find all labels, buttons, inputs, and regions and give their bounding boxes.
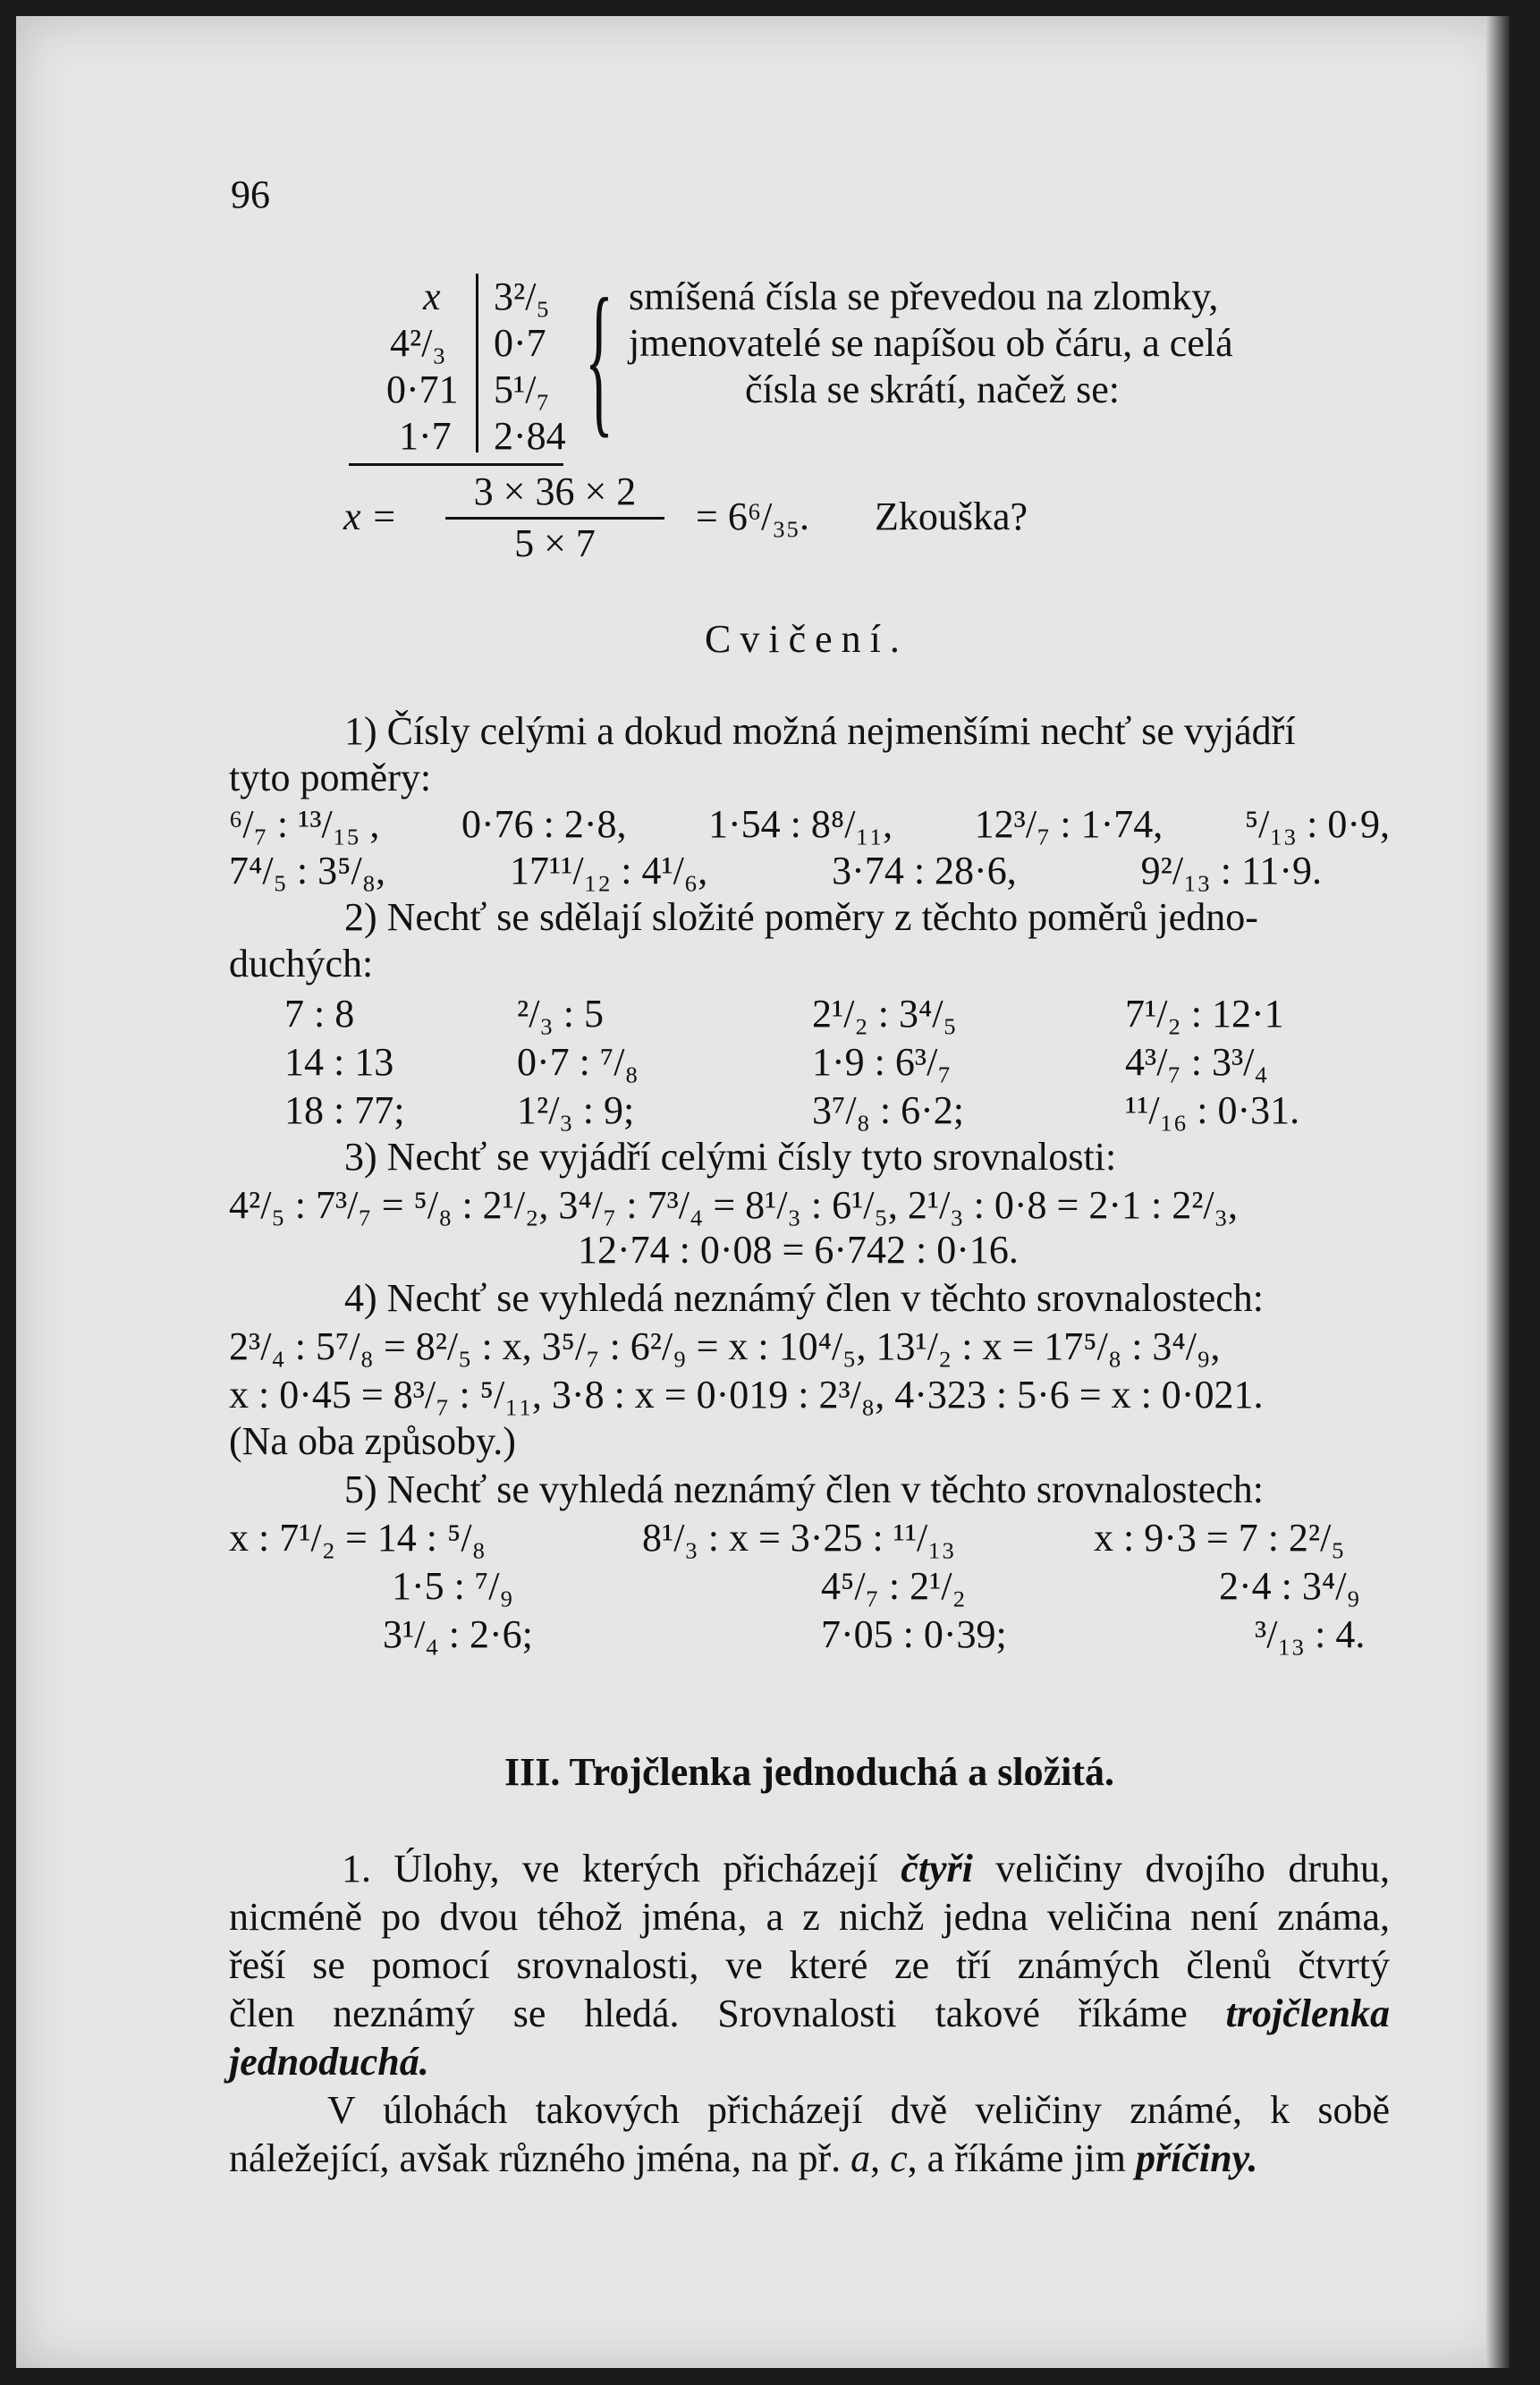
- book-page: [16, 16, 1510, 2368]
- ex2-line-0: 2) Nechť se sdělají složité poměry z těchto poměrů jedno-: [344, 895, 1258, 939]
- note-line-1: jmenovatelé se napíšou ob čáru, a celá: [629, 321, 1233, 365]
- fraction-bar: [445, 517, 664, 520]
- para1-line-1: 1. Úlohy, ve kterých přicházejí čtyři veličiny dvojího druhu,: [342, 1847, 1390, 1890]
- numerator: 3 × 36 × 2: [473, 469, 637, 513]
- ex5-cell: ³/₁₃ : 4.: [1255, 1612, 1366, 1656]
- prop-left-2: 0·71: [386, 368, 459, 411]
- ex1-item: 7⁴/₅ : 3⁵/₈,: [229, 849, 386, 892]
- check-label: Zkouška?: [875, 495, 1028, 538]
- ex2-line-1: duchých:: [229, 942, 374, 985]
- ex1-item: ⁵/₁₃ : 0·9,: [1244, 802, 1390, 846]
- section-title: III. Trojčlenka jednoduchá a složitá.: [503, 1750, 1115, 1794]
- brace-icon: {: [585, 265, 613, 452]
- ex2-cell: 1·9 : 6³/₇: [812, 1040, 952, 1084]
- ex5-cell: 2·4 : 3⁴/₉: [1219, 1564, 1360, 1608]
- ex2-cell: ¹¹/₁₆ : 0·31.: [1125, 1088, 1300, 1132]
- prop-right-0: 3²/₅: [494, 275, 550, 318]
- note-line-0: smíšená čísla se převedou na zlomky,: [629, 275, 1219, 318]
- para1-line-5: jednoduchá.: [229, 2040, 429, 2084]
- ex4-line: 4) Nechť se vyhledá neznámý člen v těchto srovnalostech:: [344, 1276, 1264, 1320]
- ex4-row2: x : 0·45 = 8³/₇ : ⁵/₁₁, 3·8 : x = 0·019 : 2³/₈, 4·323 : 5·6 = x : 0·021.: [229, 1373, 1264, 1417]
- ex5-cell: 4⁵/₇ : 2¹/₂: [821, 1564, 966, 1608]
- ex1-item: 3·74 : 28·6,: [832, 849, 1017, 892]
- prop-right-1: 0·7: [494, 321, 546, 365]
- ex1-item: 17¹¹/₁₂ : 4¹/₆,: [509, 849, 708, 892]
- denominator: 5 × 7: [514, 521, 596, 565]
- page-spine-shadow: [1486, 16, 1510, 2368]
- ex2-cell: 1²/₃ : 9;: [517, 1088, 635, 1132]
- para2-line-2: náležející, avšak různého jména, na př. a, c, a říkáme jim příčiny.: [229, 2136, 1258, 2180]
- ex1-item: 0·76 : 2·8,: [461, 802, 627, 846]
- ex5-line: 5) Nechť se vyhledá neznámý člen v těchto srovnalostech:: [344, 1467, 1264, 1511]
- ex2-cell: 2¹/₂ : 3⁴/₅: [812, 992, 957, 1036]
- ex1-line-1: tyto poměry:: [229, 756, 432, 799]
- result-lhs: x =: [343, 495, 398, 538]
- ex2-cell: 14 : 13: [284, 1040, 394, 1084]
- ex2-cell: 7 : 8: [284, 992, 355, 1036]
- ex3-line: 3) Nechť se vyjádří celými čísly tyto srovnalosti:: [344, 1135, 1117, 1179]
- ex1-item: 9²/₁₃ : 11·9.: [1140, 849, 1322, 892]
- ex5-cell: 7·05 : 0·39;: [821, 1612, 1007, 1656]
- prop-left-1: 4²/₃: [390, 321, 446, 365]
- exercises-heading: Cvičení.: [705, 617, 909, 661]
- ex2-cell: ²/₃ : 5: [517, 992, 604, 1036]
- ex1-item: 12³/₇ : 1·74,: [974, 802, 1163, 846]
- prop-left-0: x: [423, 275, 441, 318]
- ex5-cell: x : 9·3 = 7 : 2²/₅: [1094, 1516, 1345, 1560]
- ex1-line-0: 1) Čísly celými a dokud možná nejmenšími nechť se vyjádří: [344, 709, 1296, 753]
- ex2-cell: 3⁷/₈ : 6·2;: [812, 1088, 965, 1132]
- para1-line-2: nicméně po dvou téhož jména, a z nichž jedna veličina není známa,: [229, 1895, 1390, 1939]
- para1-line-3: řeší se pomocí srovnalosti, ve které ze tří známých členů čtvrtý: [229, 1943, 1390, 1987]
- ex1-item: ⁶/₇ : ¹³/₁₅ ,: [229, 802, 380, 846]
- result-rhs: = 6⁶/₃₅.: [696, 495, 810, 538]
- ex2-cell: 4³/₇ : 3³/₄: [1125, 1040, 1268, 1084]
- prop-divider: [476, 274, 478, 452]
- ex1-item: 1·54 : 8⁸/₁₁,: [708, 802, 893, 846]
- ex2-cell: 7¹/₂ : 12·1: [1125, 992, 1284, 1036]
- ex3-row2: 12·74 : 0·08 = 6·742 : 0·16.: [578, 1228, 1019, 1272]
- ex5-cell: 1·5 : ⁷/₉: [392, 1564, 513, 1608]
- ex2-cell: 0·7 : ⁷/₈: [517, 1040, 639, 1084]
- prop-rule: [349, 463, 563, 466]
- ex2-cell: 18 : 77;: [284, 1088, 405, 1132]
- ex1-items-row2: [229, 851, 1322, 891]
- note-line-2: čísla se skrátí, načež se:: [745, 368, 1121, 411]
- para1-line-4: člen neznámý se hledá. Srovnalosti takové říkáme trojčlenka: [229, 1992, 1390, 2035]
- prop-left-3: 1·7: [399, 414, 452, 458]
- ex5-cell: 8¹/₃ : x = 3·25 : ¹¹/₁₃: [642, 1516, 955, 1560]
- ex3-row1: 4²/₅ : 7³/₇ = ⁵/₈ : 2¹/₂, 3⁴/₇ : 7³/₄ = 8¹/₃ : 6¹/₅, 2¹/₃ : 0·8 = 2·1 : 2²/₃,: [229, 1183, 1238, 1227]
- ex5-cell: 3¹/₄ : 2·6;: [383, 1612, 533, 1656]
- ex4-row3: (Na oba způsoby.): [229, 1419, 516, 1463]
- prop-right-2: 5¹/₇: [494, 368, 550, 411]
- ex1-items-row1: [229, 802, 1390, 846]
- page-number: 96: [231, 173, 270, 216]
- ex4-row1: 2³/₄ : 5⁷/₈ = 8²/₅ : x, 3⁵/₇ : 6²/₉ = x : 10⁴/₅, 13¹/₂ : x = 17⁵/₈ : 3⁴/₉,: [229, 1324, 1221, 1368]
- ex5-cell: x : 7¹/₂ = 14 : ⁵/₈: [229, 1516, 486, 1560]
- prop-right-3: 2·84: [494, 414, 566, 458]
- para2-line-1: V úlohách takových přicházejí dvě veličiny známé, k sobě: [327, 2088, 1390, 2132]
